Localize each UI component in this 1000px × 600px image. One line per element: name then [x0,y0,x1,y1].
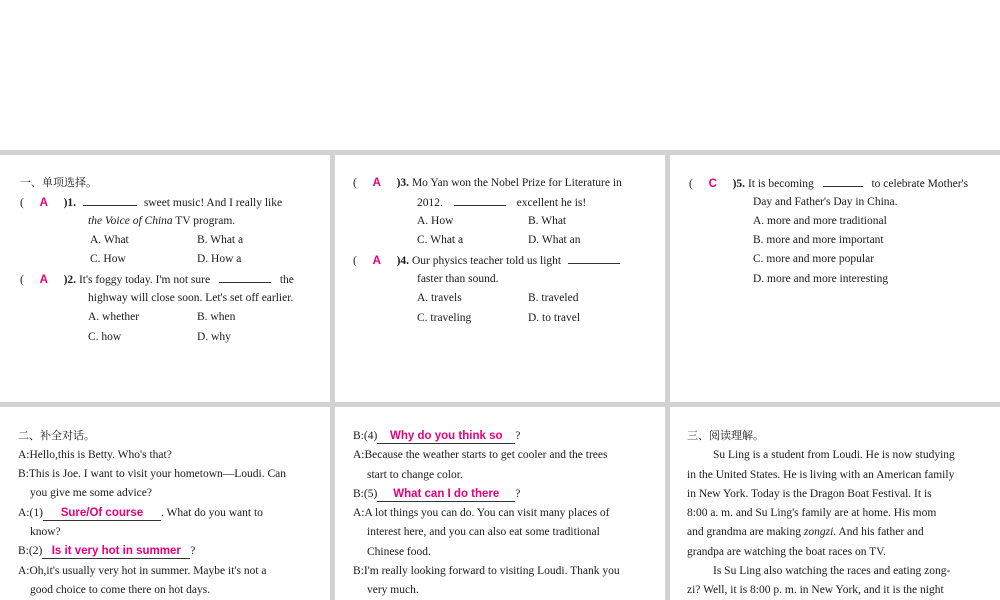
answer-2: A [39,274,48,286]
option-d: D. What an [528,234,581,246]
question-1: ( A )1. sweet music! And I really like [20,197,283,209]
passage-line: 8:00 a. m. and Su Ling's family are at home. His mom [687,507,937,519]
dialogue-line: know? [30,526,61,538]
dialogue-line: A:Hello,this is Betty. Who's that? [18,449,172,461]
blank [83,195,137,206]
dialogue-text: ? [515,488,521,500]
question-text: It's foggy today. I'm not sure [78,274,211,286]
passage-line: grandpa are watching the boat races on TV. [687,546,886,558]
question-number: )1. [63,197,77,209]
question-text: excellent he is! [516,197,587,209]
question-4-line2: faster than sound. [417,273,499,285]
panel-dialogue-2 [335,407,665,600]
passage-line: in the United States. He is living with an American family [687,469,955,481]
question-5-line2: Day and Father's Day in China. [753,196,898,208]
question-text: the [279,274,294,286]
option-b: B. traveled [528,292,579,304]
italic-title: the Voice of China [88,215,173,227]
dialogue-speaker: A:(1) [18,507,43,519]
option-b: B. when [197,311,236,323]
section-heading-single-choice: 一、单项选择。 [20,176,97,189]
passage-line: Su Ling is a student from Loudi. He is now studying [713,449,955,461]
question-text: Mo Yan won the Nobel Prize for Literature in [411,177,622,189]
passage-text: . And his father and [833,526,924,538]
option-a: A. travels [417,292,462,304]
question-text: sweet music! And I really like [143,197,283,209]
option-c: C. traveling [417,312,472,324]
passage-line: zi? Well, it is 8:00 p. m. in New York, and it is the night [687,584,944,596]
dialogue-line: you give me some advice? [30,487,152,499]
question-3: ( A )3. Mo Yan won the Nobel Prize for Literature in [353,177,622,189]
passage-line: in New York. Today is the Dragon Boat Festival. It is [687,488,932,500]
option-a: A. What [90,234,129,246]
section-heading-reading: 三、阅读理解。 [687,429,764,442]
question-5: ( C )5. It is becoming to celebrate Mother's [689,178,969,190]
dialogue-line-blank-5 [353,487,520,502]
dialogue-line-blank-4 [353,429,520,444]
answer-blank-5: What can I do there [377,487,515,502]
option-d: D. to travel [528,312,581,324]
panel-dialogue-1 [0,407,330,600]
passage-line: Is Su Ling also watching the races and eating zong- [713,565,951,577]
option-c: C. How [90,253,126,265]
dialogue-line: very much. [367,584,419,596]
dialogue-line: Chinese food. [367,546,431,558]
dialogue-line: start to change color. [367,469,463,481]
dialogue-speaker: B:(5) [353,488,378,500]
answer-blank-4: Why do you think so [377,429,515,444]
answer-3: A [372,177,381,189]
panel-reading [670,407,1000,600]
dialogue-line: B:This is Joe. I want to visit your hometown—Loudi. Can [18,468,286,480]
question-text: Our physics teacher told us light [411,255,562,267]
panel-question-5 [670,155,1000,402]
dialogue-line: interest here, and you can also eat some traditional [367,526,600,538]
answer-4: A [372,255,381,267]
italic-word: zongzi [803,526,834,538]
dialogue-line-blank-1 [18,506,263,521]
question-text: 2012. [417,197,443,209]
blank [568,253,620,264]
question-2: ( A )2. It's foggy today. I'm not sure the [20,274,294,286]
answer-blank-2: Is it very hot in summer [42,544,190,559]
question-number: )3. [396,177,410,189]
question-number: )5. [732,178,746,190]
question-2-line2: highway will close soon. Let's set off earlier. [88,292,294,304]
dialogue-speaker: B:(2) [18,545,43,557]
answer-blank-1: Sure/Of course [43,506,161,521]
option-a: A. more and more traditional [753,215,887,227]
dialogue-text: ? [190,545,196,557]
question-4: ( A )4. Our physics teacher told us light [353,253,620,268]
question-number: )4. [396,255,410,267]
option-d: D. How a [197,253,242,265]
answer-5: C [708,178,717,190]
option-b: B. What a [197,234,244,246]
dialogue-line: A:Oh,it's usually very hot in summer. Maybe it's not a [18,565,267,577]
question-text: to celebrate Mother's [871,178,969,190]
dialogue-line: A:Because the weather starts to get cooler and the trees [353,449,608,461]
option-b: B. more and more important [753,234,884,246]
dialogue-line: B:I'm really looking forward to visiting Loudi. Thank you [353,565,620,577]
panel-questions-1-2 [0,155,330,402]
blank [454,195,506,206]
question-text: It is becoming [747,178,814,190]
blank [219,272,271,283]
passage-line [687,525,924,539]
passage-text: and grandma are making [687,526,804,538]
option-a: A. How [417,215,454,227]
question-number: )2. [63,274,77,286]
panel-questions-3-4 [335,155,665,402]
dialogue-text: . What do you want to [160,507,263,519]
question-1-line2 [88,214,235,228]
option-a: A. whether [88,311,140,323]
dialogue-line: good choice to come there on hot days. [30,584,211,596]
blank [823,176,863,187]
option-c: C. more and more popular [753,253,875,265]
option-c: C. What a [417,234,464,246]
dialogue-speaker: B:(4) [353,430,378,442]
section-heading-dialogue: 二、补全对话。 [18,429,95,442]
answer-1: A [39,197,48,209]
dialogue-text: ? [515,430,521,442]
dialogue-line: A:A lot things you can do. You can visit many places of [353,507,610,519]
question-3-line2 [417,195,586,210]
option-d: D. more and more interesting [753,273,889,285]
option-c: C. how [88,331,122,343]
option-d: D. why [197,331,231,343]
dialogue-line-blank-2 [18,544,195,559]
option-b: B. What [528,215,567,227]
question-text: TV program. [172,215,236,227]
